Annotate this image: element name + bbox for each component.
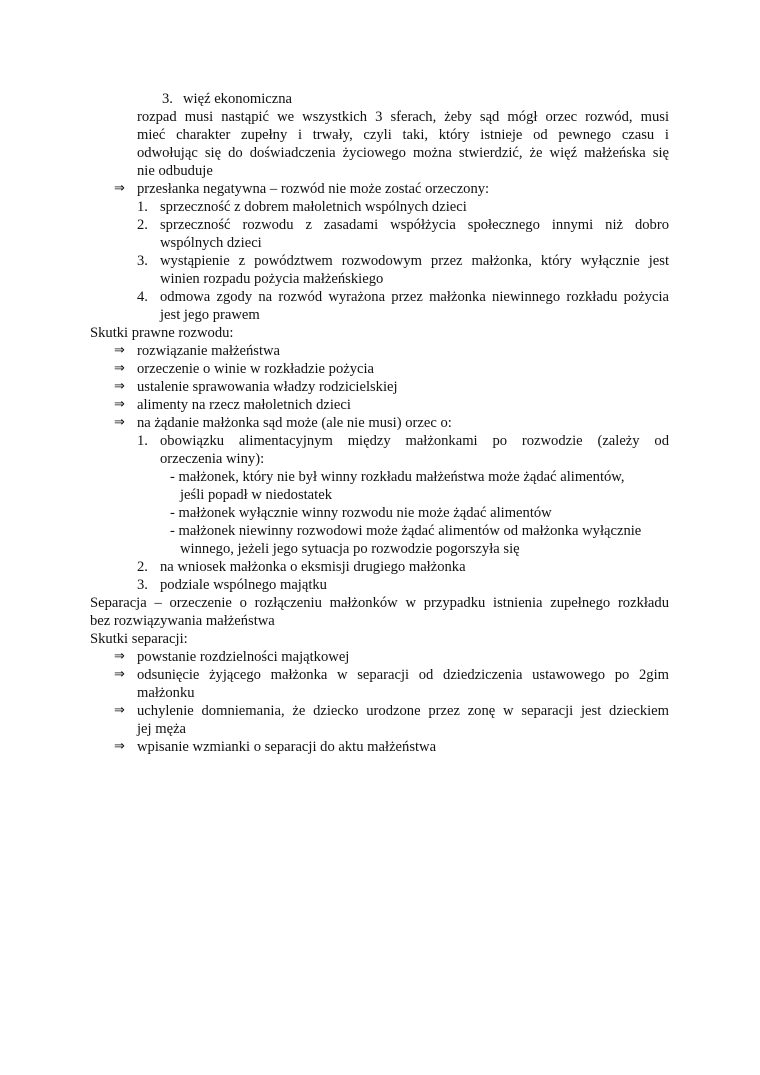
paragraph-line: Separacja – orzeczenie o rozłączeniu małżonków w przypadku istnienia zupełnego rozkładu	[90, 595, 669, 611]
section-heading: Skutki prawne rozwodu:	[90, 325, 234, 341]
sub-item-text: - małżonek niewinny rozwodowi może żądać alimentów od małżonka wyłącznie	[170, 523, 642, 539]
section-heading: Skutki separacji:	[90, 631, 188, 647]
list-item-text: podziale wspólnego majątku	[160, 577, 327, 593]
bullet-text: orzeczenie o winie w rozkładzie pożycia	[137, 361, 375, 377]
list-item-text: wspólnych dzieci	[160, 235, 262, 251]
list-number: 3.	[137, 577, 148, 593]
list-item-text: odmowa zgody na rozwód wyrażona przez małżonka niewinnego rozkładu pożycia	[160, 289, 669, 305]
paragraph-line: odwołując się do doświadczenia życiowego można stwierdzić, że więź małżeńska się	[137, 145, 669, 161]
implies-arrow-icon: ⇒	[114, 667, 125, 682]
implies-arrow-icon: ⇒	[114, 361, 125, 376]
list-item-text: więź ekonomiczna	[183, 91, 292, 107]
sub-item-text: - małżonek wyłącznie winny rozwodu nie może żądać alimentów	[170, 505, 552, 521]
implies-arrow-icon: ⇒	[114, 415, 125, 430]
bullet-text: uchylenie domniemania, że dziecko urodzone przez zonę w separacji jest dzieckiem	[137, 703, 669, 719]
implies-arrow-icon: ⇒	[114, 379, 125, 394]
paragraph-line: bez rozwiązywania małżeństwa	[90, 613, 275, 629]
list-item-text: orzeczenia winy):	[160, 451, 265, 467]
bullet-text: alimenty na rzecz małoletnich dzieci	[137, 397, 351, 413]
list-number: 1.	[137, 433, 148, 449]
implies-arrow-icon: ⇒	[114, 397, 125, 412]
paragraph-line: rozpad musi nastąpić we wszystkich 3 sferach, żeby sąd mógł orzec rozwód, musi	[137, 109, 669, 125]
implies-arrow-icon: ⇒	[114, 703, 125, 718]
list-number: 3.	[137, 253, 148, 269]
bullet-text: małżonku	[137, 685, 195, 701]
list-item-text: obowiązku alimentacyjnym między małżonkami po rozwodzie (zależy od	[160, 433, 669, 449]
sub-item-text: winnego, jeżeli jego sytuacja po rozwodzie pogorszyła się	[180, 541, 520, 557]
list-number: 4.	[137, 289, 148, 305]
list-item-text: sprzeczność z dobrem małoletnich wspólnych dzieci	[160, 199, 467, 215]
bullet-text: rozwiązanie małżeństwa	[137, 343, 281, 359]
list-item-text: wystąpienie z powództwem rozwodowym przez małżonka, który wyłącznie jest	[160, 253, 669, 269]
list-number: 3.	[162, 91, 173, 107]
bullet-text: odsunięcie żyjącego małżonka w separacji od dziedziczenia ustawowego po 2gim	[137, 667, 669, 683]
list-number: 2.	[137, 217, 148, 233]
implies-arrow-icon: ⇒	[114, 343, 125, 358]
sub-item-text: jeśli popadł w niedostatek	[180, 487, 332, 503]
paragraph-line: nie odbuduje	[137, 163, 213, 179]
list-number: 2.	[137, 559, 148, 575]
list-item-text: jest jego prawem	[160, 307, 260, 323]
bullet-text: jej męża	[137, 721, 187, 737]
sub-item-text: - małżonek, który nie był winny rozkładu małżeństwa może żądać alimentów,	[170, 469, 625, 485]
bullet-text: ustalenie sprawowania władzy rodzicielskiej	[137, 379, 398, 395]
implies-arrow-icon: ⇒	[114, 181, 125, 196]
bullet-text: przesłanka negatywna – rozwód nie może zostać orzeczony:	[137, 181, 490, 197]
list-number: 1.	[137, 199, 148, 215]
list-item-text: na wniosek małżonka o eksmisji drugiego małżonka	[160, 559, 466, 575]
list-item-text: sprzeczność rozwodu z zasadami współżycia społecznego innymi niż dobro	[160, 217, 669, 233]
bullet-text: wpisanie wzmianki o separacji do aktu małżeństwa	[137, 739, 437, 755]
implies-arrow-icon: ⇒	[114, 739, 125, 754]
bullet-text: na żądanie małżonka sąd może (ale nie musi) orzec o:	[137, 415, 452, 431]
implies-arrow-icon: ⇒	[114, 649, 125, 664]
list-item-text: winien rozpadu pożycia małżeńskiego	[160, 271, 384, 287]
paragraph-line: mieć charakter zupełny i trwały, czyli taki, który istnieje od pewnego czasu i	[137, 127, 669, 143]
bullet-text: powstanie rozdzielności majątkowej	[137, 649, 350, 665]
